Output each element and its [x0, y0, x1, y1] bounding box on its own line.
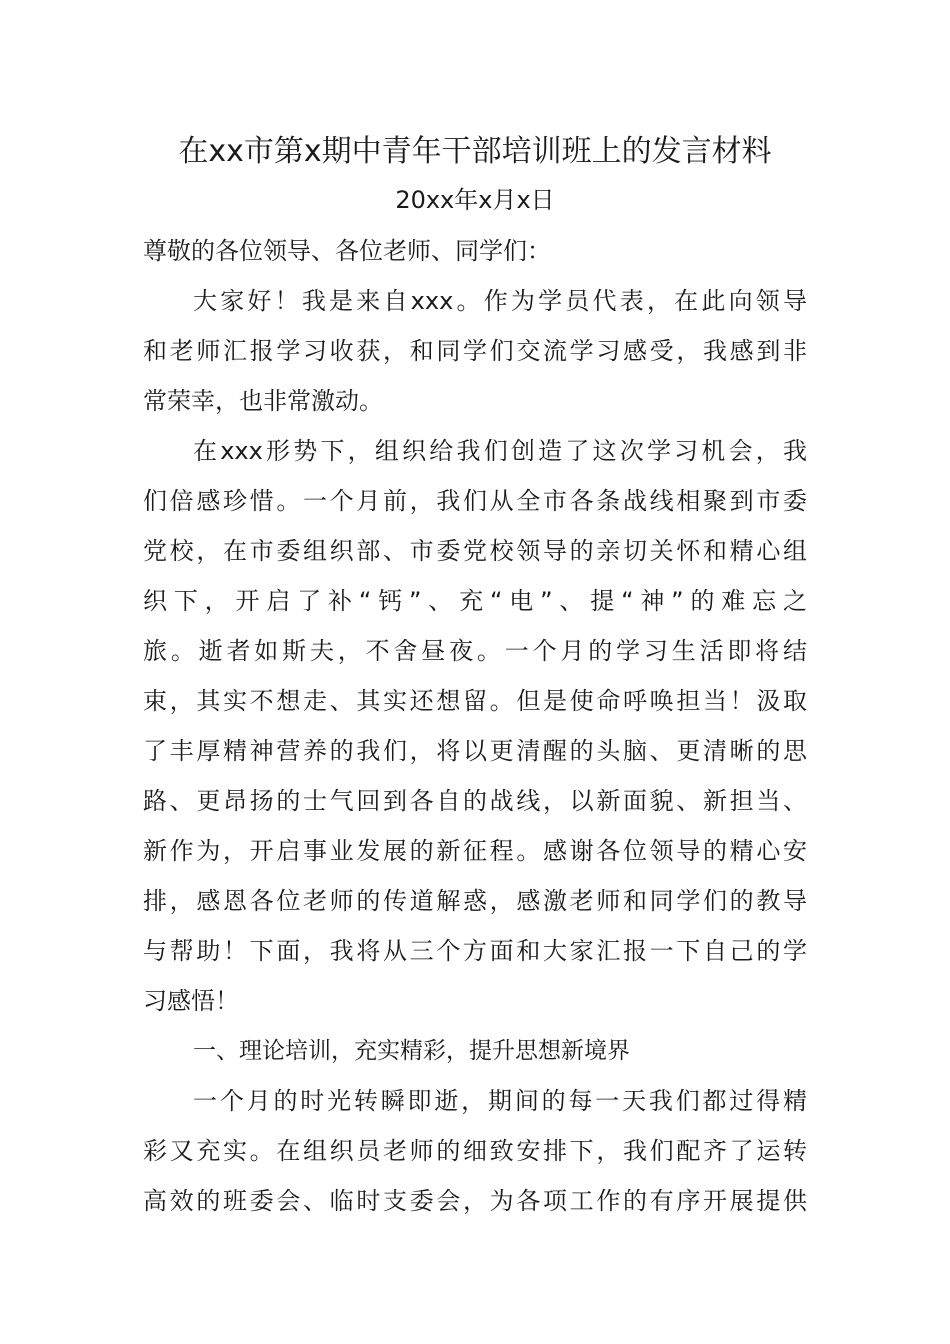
- paragraph-1-line-3: 常荣幸，也非常激动。: [143, 387, 383, 415]
- paragraph-2-line-1: 在xxx形势下，组织给我们创造了这次学习机会，我: [193, 437, 807, 465]
- document-title: 在xx市第x期中青年干部培训班上的发言材料: [178, 134, 772, 169]
- paragraph-2-line-7: 了丰厚精神营养的我们，将以更清醒的头脑、更清晰的思: [143, 737, 807, 765]
- paragraph-3-line-1: 一个月的时光转瞬即逝，期间的每一天我们都过得精: [193, 1087, 807, 1115]
- paragraph-2-line-10: 排，感恩各位老师的传道解惑，感激老师和同学们的教导: [143, 887, 807, 915]
- paragraph-2-line-8: 路、更昂扬的士气回到各自的战线，以新面貌、新担当、: [143, 787, 807, 815]
- document-body: [143, 226, 807, 1226]
- paragraph-2-line-4: 织下，开启了补“钙”、充“电”、提“神”的难忘之: [143, 587, 807, 615]
- paragraph-1-line-2: 和老师汇报学习收获，和同学们交流学习感受，我感到非: [143, 337, 807, 365]
- section-1-heading: 一、理论培训，充实精彩，提升思想新境界: [193, 1038, 630, 1064]
- paragraph-2-line-9: 新作为，开启事业发展的新征程。感谢各位领导的精心安: [143, 837, 807, 865]
- paragraph-2-line-11: 与帮助！下面，我将从三个方面和大家汇报一下自己的学: [143, 937, 807, 965]
- paragraph-3-line-2: 彩又充实。在组织员老师的细致安排下，我们配齐了运转: [143, 1137, 807, 1165]
- paragraph-3-line-3: 高效的班委会、临时支委会，为各项工作的有序开展提供: [143, 1187, 807, 1215]
- paragraph-2-line-3: 党校，在市委组织部、市委党校领导的亲切关怀和精心组: [143, 537, 807, 565]
- paragraph-2-line-6: 束，其实不想走、其实还想留。但是使命呼唤担当！汲取: [143, 687, 807, 715]
- salutation: 尊敬的各位领导、各位老师、同学们：: [143, 237, 551, 265]
- paragraph-2-line-12: 习感悟！: [143, 987, 239, 1015]
- paragraph-1-line-1: 大家好！我是来自xxx。作为学员代表，在此向领导: [193, 287, 807, 315]
- paragraph-2-line-2: 们倍感珍惜。一个月前，我们从全市各条战线相聚到市委: [143, 487, 807, 515]
- paragraph-2-line-5: 旅。逝者如斯夫，不舍昼夜。一个月的学习生活即将结: [143, 637, 807, 665]
- document-date: 20xx年x月x日: [395, 186, 555, 214]
